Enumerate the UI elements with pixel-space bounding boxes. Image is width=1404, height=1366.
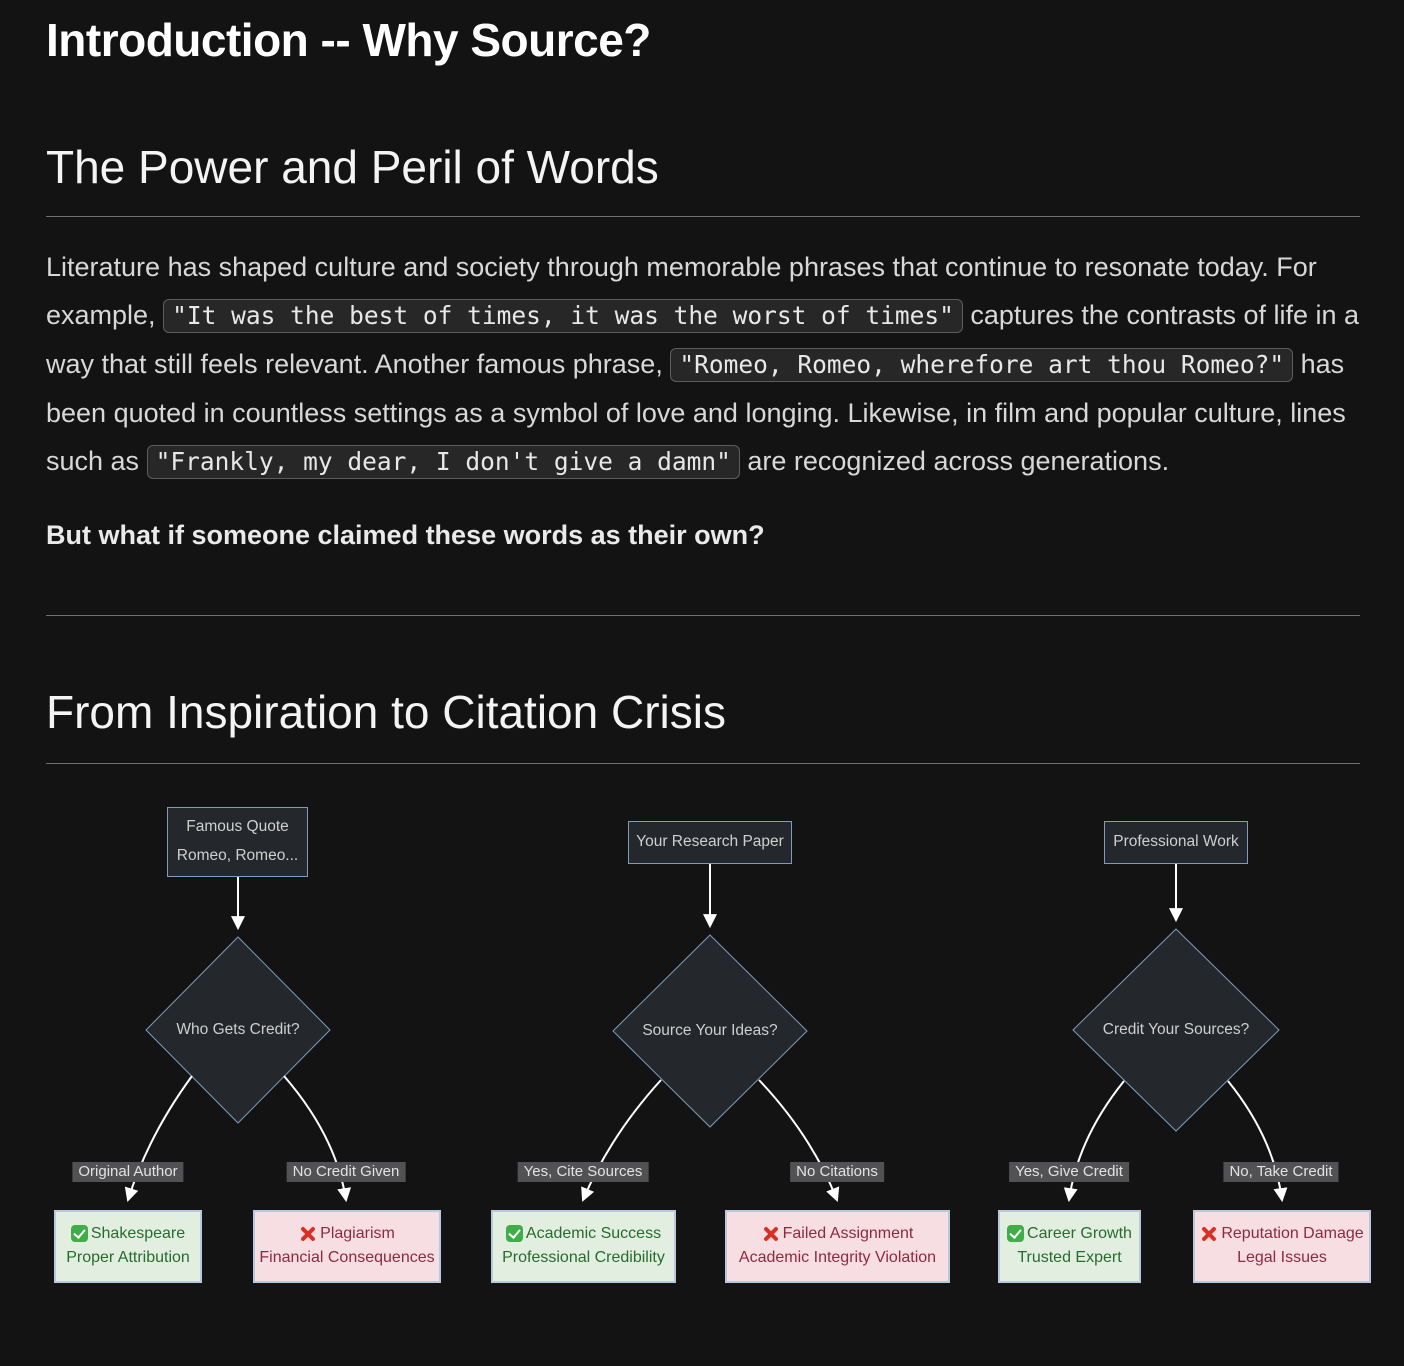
- cross-icon: [1200, 1225, 1218, 1243]
- decision-label-2: Source Your Ideas?: [642, 1021, 778, 1039]
- source-node-line1: Your Research Paper: [636, 832, 784, 850]
- paragraph-text: are recognized across generations.: [739, 446, 1170, 477]
- arrow-decision3-no: [1228, 1081, 1282, 1200]
- outcome-academic-success: [491, 1210, 676, 1283]
- arrow-decision2-yes: [583, 1080, 661, 1200]
- outcome-reputation-damage: [1193, 1210, 1371, 1283]
- edge-label-yes-give-credit: Yes, Give Credit: [1009, 1162, 1129, 1182]
- outcome-title: Failed Assignment: [782, 1224, 914, 1242]
- paragraph-text: captures the contrasts of life in a way that still feels relevant. Another famous phrase,: [46, 300, 1360, 379]
- section-heading-power-peril: The Power and Peril of Words: [46, 140, 659, 193]
- inline-code-quote-2: "Romeo, Romeo, wherefore art thou Romeo?": [670, 348, 1293, 382]
- arrow-decision2-no: [759, 1080, 837, 1200]
- arrow-decision3-yes: [1069, 1081, 1124, 1200]
- outcome-title-row: [762, 1223, 914, 1245]
- outcome-subtitle: Proper Attribution: [66, 1249, 190, 1267]
- citation-flowchart: [0, 804, 1404, 1309]
- edge-label-no-credit-given: No Credit Given: [287, 1162, 406, 1182]
- source-node-line1: Professional Work: [1113, 832, 1239, 850]
- edge-label-no-citations: No Citations: [790, 1162, 884, 1182]
- edge-label-no-take-credit: No, Take Credit: [1223, 1162, 1338, 1182]
- check-icon: [506, 1225, 523, 1242]
- decision-label-3: Credit Your Sources?: [1102, 1020, 1250, 1038]
- outcome-subtitle: Academic Integrity Violation: [738, 1249, 937, 1267]
- paragraph-text: has been quoted in countless settings as a symbol of love and longing. Likewise, in film and popular culture, lines such as: [46, 348, 1346, 477]
- outcome-title: Academic Success: [525, 1224, 662, 1242]
- divider: [46, 615, 1360, 616]
- source-node-famous-quote: [167, 807, 308, 877]
- outcome-title-row: [1007, 1223, 1132, 1245]
- outcome-shakespeare: [54, 1210, 202, 1283]
- outcome-career-growth: [998, 1210, 1141, 1283]
- divider: [46, 216, 1360, 217]
- outcome-title: Shakespeare: [90, 1224, 186, 1242]
- edge-label-original-author: Original Author: [72, 1162, 183, 1182]
- intro-paragraph: [46, 243, 1360, 486]
- page-title: Introduction -- Why Source?: [46, 14, 651, 66]
- outcome-subtitle: Financial Consequences: [259, 1249, 435, 1267]
- source-node-research-paper: [628, 821, 792, 864]
- outcome-title: Reputation Damage: [1221, 1224, 1364, 1242]
- check-icon: [1007, 1225, 1024, 1242]
- paragraph-text: Literature has shaped culture and society through memorable phrases that continue to resonate today. For example,: [46, 251, 1317, 331]
- cross-icon: [299, 1225, 317, 1243]
- outcome-subtitle: Trusted Expert: [1017, 1249, 1122, 1267]
- outcome-title-row: [299, 1223, 395, 1245]
- inline-code-quote-1: "It was the best of times, it was the worst of times": [163, 299, 963, 333]
- outcome-title-row: [1200, 1223, 1363, 1245]
- outcome-failed-assignment: [725, 1210, 950, 1283]
- section-heading-citation-crisis: From Inspiration to Citation Crisis: [46, 685, 726, 738]
- inline-code-quote-3: "Frankly, my dear, I don't give a damn": [147, 445, 740, 479]
- check-icon: [71, 1225, 88, 1242]
- decision-label-1: Who Gets Credit?: [176, 1020, 300, 1038]
- source-node-line2: Romeo, Romeo...: [176, 846, 299, 864]
- outcome-title-row: [71, 1223, 185, 1245]
- source-node-line1: Famous Quote: [186, 817, 289, 835]
- outcome-plagiarism: [253, 1210, 441, 1283]
- outcome-subtitle: Legal Issues: [1237, 1249, 1327, 1267]
- edge-label-yes-cite-sources: Yes, Cite Sources: [518, 1162, 649, 1182]
- cross-icon: [762, 1225, 780, 1243]
- outcome-subtitle: Professional Credibility: [502, 1249, 665, 1267]
- outcome-title: Career Growth: [1027, 1224, 1132, 1242]
- bold-question: But what if someone claimed these words as their own?: [46, 519, 765, 550]
- divider: [46, 763, 1360, 764]
- source-node-professional-work: [1104, 821, 1248, 864]
- outcome-title: Plagiarism: [320, 1224, 395, 1242]
- outcome-title-row: [506, 1223, 661, 1245]
